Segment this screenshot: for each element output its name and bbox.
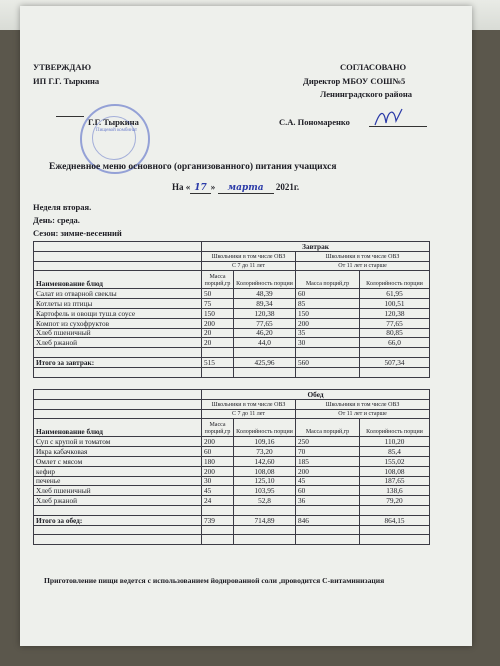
mass-header: Масса порций,гр [202,419,234,437]
mass-11-plus: 60 [296,486,360,496]
mass-7-11: 75 [202,299,234,309]
dish-name: Икра кабачковая [34,447,202,457]
group-ovz-1: Школьники в том числе ОВЗ [202,399,296,409]
group-ovz-2: Школьники в том числе ОВЗ [296,251,430,261]
calories-11-plus: 108,08 [360,466,430,476]
calories-7-11: 46,20 [234,328,296,338]
mass-11-plus: 250 [296,437,360,447]
mass-11-plus: 45 [296,476,360,486]
calories-11-plus: 66,0 [360,338,430,348]
agreer-district: Ленинградского района [320,89,412,99]
approver-sign-line [56,116,84,117]
calories-7-11: 73,20 [234,447,296,457]
dish-name: Хлеб ржаной [34,338,202,348]
breakfast-title: Завтрак [202,242,430,252]
mass-7-11: 60 [202,447,234,457]
date-mid: » [210,182,216,192]
week-label: Неделя вторая. [33,202,92,212]
mass-11-plus: 85 [296,299,360,309]
agreer-title: Директор МБОУ СОШ№5 [303,76,406,86]
calories-11-plus: 100,51 [360,299,430,309]
dish-name: Хлеб пшеничный [34,328,202,338]
breakfast-table [33,241,430,378]
calories-7-11: 48,39 [234,289,296,299]
cal-header: Колорийность порции [360,271,430,289]
mass-7-11: 24 [202,496,234,506]
dish-name: Омлет с мясом [34,456,202,466]
dish-name: Компот из сухофруктов [34,318,202,328]
group-ovz-2: Школьники в том числе ОВЗ [296,399,430,409]
mass-11-plus: 30 [296,338,360,348]
dish-name: печенье [34,476,202,486]
dish-column-header: Наименование блюд [34,271,202,289]
calories-11-plus: 155,02 [360,456,430,466]
table-row [34,289,430,299]
mass-11-plus: 35 [296,328,360,338]
lunch-total-cal-2: 864,15 [360,515,430,525]
stamp-text: Пищевой комбинат [96,128,138,133]
breakfast-total-mass-1: 515 [202,357,234,367]
date-month: марта [218,183,274,194]
dish-column-header: Наименование блюд [34,419,202,437]
mass-header: Масса порций,гр [296,419,360,437]
table-row [34,437,430,447]
table-row [34,328,430,338]
mass-7-11: 50 [202,289,234,299]
mass-header: Масса порций,гр [296,271,360,289]
calories-11-plus: 187,65 [360,476,430,486]
dish-name: Хлеб ржаной [34,496,202,506]
dish-name: кефир [34,466,202,476]
mass-11-plus: 36 [296,496,360,506]
mass-11-plus: 185 [296,456,360,466]
table-row [34,456,430,466]
calories-7-11: 89,34 [234,299,296,309]
mass-7-11: 30 [202,476,234,486]
mass-7-11: 45 [202,486,234,496]
table-row [34,496,430,506]
signature [372,105,406,129]
mass-header: Масса порций,гр [202,271,234,289]
footer-note: Приготовление пищи ведется с использованием йодированной соли ,проводится С-витаминизация [44,576,385,585]
lunch-total-cal-1: 714,89 [234,515,296,525]
mass-11-plus: 60 [296,289,360,299]
mass-7-11: 20 [202,328,234,338]
calories-7-11: 120,38 [234,308,296,318]
approved-label: УТВЕРЖДАЮ [33,62,92,72]
mass-7-11: 150 [202,308,234,318]
calories-11-plus: 138,6 [360,486,430,496]
mass-7-11: 200 [202,466,234,476]
season-label: Сезон: зимне-весенний [33,228,122,238]
dish-name: Суп с крупой и томатом [34,437,202,447]
calories-11-plus: 120,38 [360,308,430,318]
approver-sign: Г.Г. Тыркина [88,117,139,127]
calories-7-11: 108,08 [234,466,296,476]
calories-11-plus: 80,85 [360,328,430,338]
mass-11-plus: 70 [296,447,360,457]
lunch-total-mass-1: 739 [202,515,234,525]
agreer-sign: С.А. Пономаренко [279,117,350,127]
cal-header: Колорийность порции [234,271,296,289]
approver-title: ИП Г.Г. Тыркина [33,76,100,86]
mass-7-11: 200 [202,437,234,447]
table-row [34,318,430,328]
document-page [20,6,472,646]
breakfast-total-cal-1: 425,96 [234,357,296,367]
breakfast-total-label: Итого за завтрак: [34,357,202,367]
age-7-11: С 7 до 11 лет [202,409,296,419]
group-ovz-1: Школьники в том числе ОВЗ [202,251,296,261]
calories-11-plus: 110,20 [360,437,430,447]
calories-7-11: 109,16 [234,437,296,447]
day-label: День: среда. [33,215,80,225]
dish-name: Картофель и овощи туш.в соусе [34,308,202,318]
calories-11-plus: 61,95 [360,289,430,299]
calories-7-11: 44,0 [234,338,296,348]
table-row [34,308,430,318]
age-7-11: С 7 до 11 лет [202,261,296,271]
lunch-table [33,389,430,545]
age-11-plus: От 11 лет и старше [296,409,430,419]
cal-header: Колорийность порции [234,419,296,437]
mass-11-plus: 200 [296,466,360,476]
dish-name: Хлеб пшеничный [34,486,202,496]
calories-7-11: 125,10 [234,476,296,486]
document-title: Ежедневное меню основного (организованного) питания учащихся [49,162,337,172]
lunch-total-mass-2: 846 [296,515,360,525]
calories-7-11: 103,95 [234,486,296,496]
calories-7-11: 142,60 [234,456,296,466]
mass-7-11: 20 [202,338,234,348]
agreed-label: СОГЛАСОВАНО [340,62,407,72]
table-row [34,466,430,476]
lunch-title: Обед [202,390,430,400]
calories-7-11: 52,8 [234,496,296,506]
dish-name: Котлеты из птицы [34,299,202,309]
date-suffix: 2021г. [275,182,300,192]
date-line [172,182,299,193]
mass-7-11: 180 [202,456,234,466]
lunch-total-label: Итого за обед: [34,515,202,525]
cal-header: Колорийность порции [360,419,430,437]
calories-7-11: 77,65 [234,318,296,328]
table-row [34,447,430,457]
mass-7-11: 200 [202,318,234,328]
calories-11-plus: 77,65 [360,318,430,328]
table-row [34,476,430,486]
age-11-plus: От 11 лет и старше [296,261,430,271]
calories-11-plus: 79,20 [360,496,430,506]
breakfast-total-mass-2: 560 [296,357,360,367]
table-row [34,486,430,496]
calories-11-plus: 85,4 [360,447,430,457]
date-prefix: На « [172,182,191,192]
dish-name: Салат из отварной свеклы [34,289,202,299]
breakfast-total-cal-2: 507,34 [360,357,430,367]
table-row [34,338,430,348]
date-day: 17 [190,183,211,194]
mass-11-plus: 150 [296,308,360,318]
table-row [34,299,430,309]
mass-11-plus: 200 [296,318,360,328]
